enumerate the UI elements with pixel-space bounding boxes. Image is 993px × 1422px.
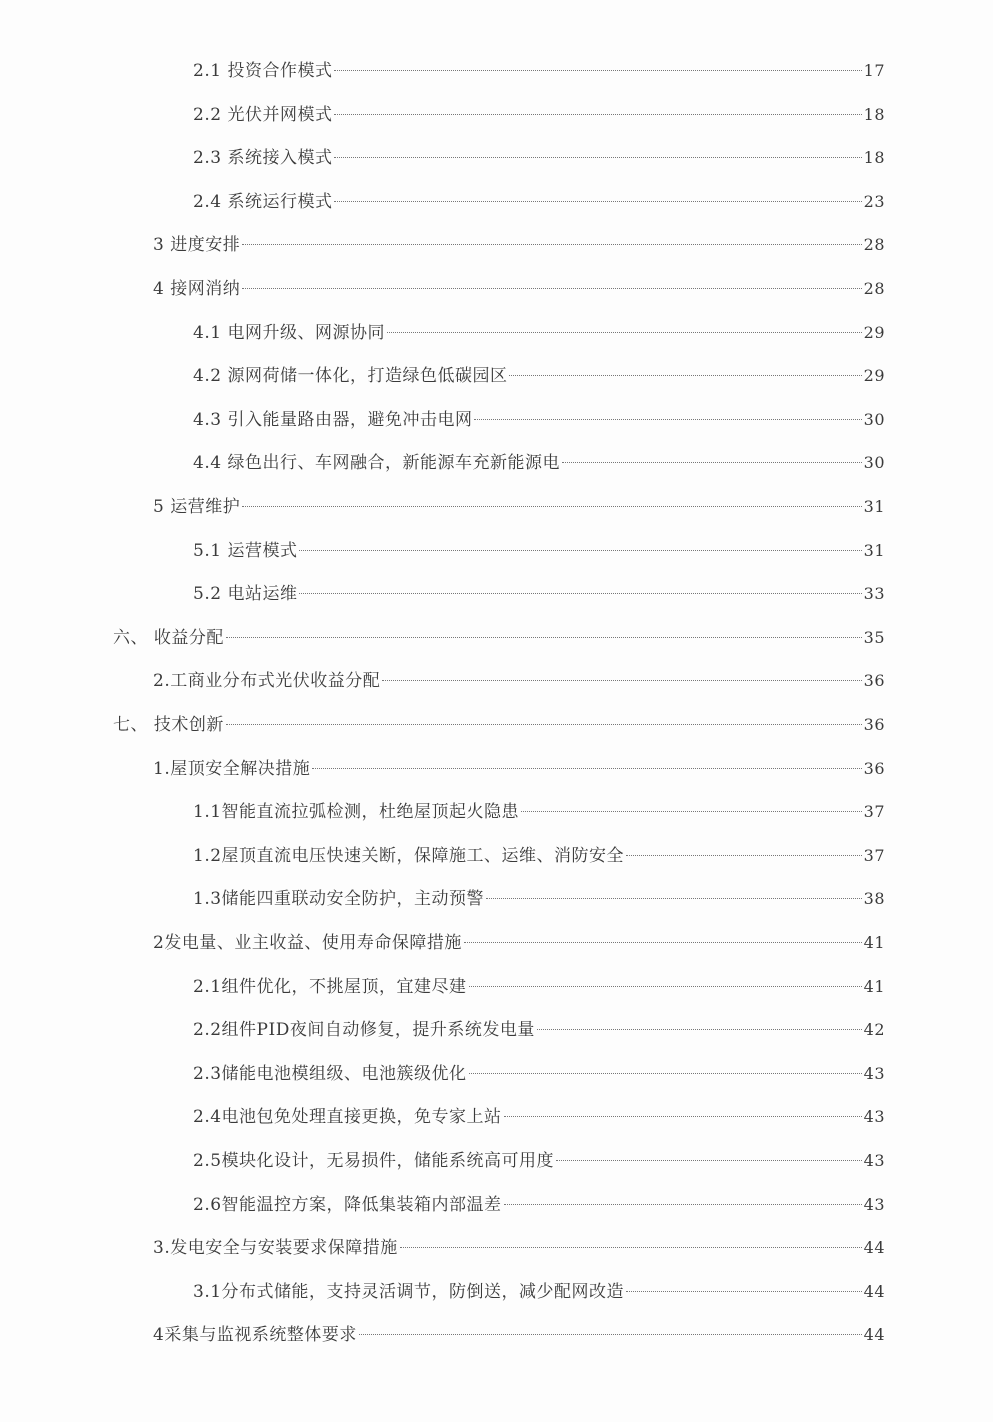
toc-entry-title: 4.3 引入能量路由器，避免冲击电网 [193, 409, 473, 430]
toc-entry-title: 4采集与监视系统整体要求 [153, 1325, 357, 1346]
toc-dot-leader [474, 419, 861, 420]
toc-entry[interactable] [193, 405, 885, 435]
toc-dot-leader [504, 1204, 862, 1205]
toc-dot-leader [334, 114, 861, 115]
toc-entry-page-number: 30 [863, 453, 885, 473]
toc-entry-page-number: 30 [863, 409, 885, 429]
toc-entry[interactable] [113, 623, 885, 653]
toc-entry[interactable] [193, 318, 885, 348]
toc-entry-page-number: 18 [863, 104, 885, 124]
toc-entry[interactable] [153, 754, 885, 784]
toc-entry-page-number: 28 [863, 279, 885, 298]
toc-entry-title: 六、 收益分配 [113, 627, 224, 648]
toc-entry-page-number: 36 [863, 671, 885, 691]
toc-dot-leader [242, 244, 861, 245]
toc-entry-page-number: 44 [863, 1325, 885, 1345]
toc-entry-title: 七、 技术创新 [113, 715, 224, 735]
toc-entry-title: 4.2 源网荷储一体化，打造绿色低碳园区 [193, 366, 508, 387]
toc-entry-title: 1.1智能直流拉弧检测，杜绝屋顶起火隐患 [193, 802, 520, 823]
toc-entry-page-number: 43 [863, 1063, 885, 1083]
toc-entry-page-number: 28 [863, 235, 885, 255]
toc-dot-leader [334, 201, 861, 202]
toc-entry-title: 3.发电安全与安装要求保障措施 [153, 1238, 398, 1259]
toc-dot-leader [226, 724, 862, 725]
toc-entry-title: 2.4电池包免处理直接更换，免专家上站 [193, 1107, 502, 1128]
toc-dot-leader [299, 550, 861, 551]
toc-entry-title: 2.3储能电池模组级、电池簇级优化 [193, 1063, 467, 1084]
toc-dot-leader [334, 70, 861, 71]
toc-dot-leader [521, 811, 862, 812]
toc-entry-title: 2.5模块化设计，无易损件，储能系统高可用度 [193, 1151, 555, 1171]
toc-dot-leader [312, 768, 861, 769]
toc-dot-leader [562, 462, 862, 463]
toc-dot-leader [469, 986, 862, 987]
toc-entry[interactable] [193, 1059, 885, 1089]
toc-entry[interactable] [153, 274, 885, 304]
toc-entry-page-number: 36 [863, 758, 885, 778]
toc-entry-page-number: 37 [863, 845, 885, 865]
toc-entry[interactable] [153, 1233, 885, 1263]
toc-entry-page-number: 23 [863, 191, 885, 211]
toc-dot-leader [359, 1334, 862, 1335]
toc-dot-leader [242, 288, 861, 289]
toc-entry-page-number: 43 [863, 1107, 885, 1127]
toc-entry[interactable] [193, 187, 885, 217]
toc-entry-page-number: 41 [863, 933, 885, 952]
toc-entry[interactable] [193, 56, 885, 86]
toc-entry[interactable] [193, 361, 885, 391]
toc-entry-page-number: 31 [863, 540, 885, 560]
toc-entry-page-number: 17 [863, 61, 885, 80]
toc-entry-title: 2.1 投资合作模式 [193, 61, 333, 81]
toc-entry-page-number: 29 [863, 366, 885, 386]
toc-dot-leader [504, 1116, 862, 1117]
toc-entry-title: 2.4 系统运行模式 [193, 191, 333, 212]
toc-entry-title: 2.2 光伏并网模式 [193, 104, 333, 125]
toc-entry-page-number: 37 [863, 802, 885, 822]
toc-entry[interactable] [193, 448, 885, 478]
toc-dot-leader [469, 1073, 862, 1074]
toc-dot-leader [556, 1160, 862, 1161]
toc-entry[interactable] [193, 1277, 885, 1307]
toc-entry-page-number: 43 [863, 1151, 885, 1170]
toc-entry[interactable] [153, 666, 885, 696]
toc-dot-leader [382, 680, 861, 681]
toc-entry[interactable] [193, 1146, 885, 1176]
toc-entry[interactable] [153, 492, 885, 522]
toc-entry[interactable] [193, 536, 885, 566]
toc-entry-page-number: 41 [863, 976, 885, 996]
toc-entry-title: 1.屋顶安全解决措施 [153, 758, 311, 779]
toc-entry-title: 5.1 运营模式 [193, 540, 298, 561]
toc-entry[interactable] [193, 841, 885, 871]
toc-dot-leader [400, 1247, 862, 1248]
toc-entry-title: 2.6智能温控方案，降低集装箱内部温差 [193, 1194, 502, 1215]
toc-entry-title: 3 进度安排 [153, 235, 241, 256]
toc-dot-leader [486, 898, 862, 899]
toc-entry-title: 5.2 电站运维 [193, 584, 298, 605]
toc-entry[interactable] [193, 143, 885, 173]
toc-entry[interactable] [193, 579, 885, 609]
toc-dot-leader [626, 855, 862, 856]
toc-entry-title: 2发电量、业主收益、使用寿命保障措施 [153, 933, 462, 953]
toc-dot-leader [334, 157, 861, 158]
toc-entry[interactable] [193, 797, 885, 827]
toc-entry-page-number: 38 [863, 889, 885, 909]
toc-entry[interactable] [193, 100, 885, 130]
toc-entry[interactable] [153, 928, 885, 958]
toc-entry[interactable] [193, 1190, 885, 1220]
toc-entry-page-number: 29 [863, 322, 885, 342]
toc-entry[interactable] [193, 884, 885, 914]
toc-dot-leader [387, 332, 862, 333]
toc-entry-title: 3.1分布式储能，支持灵活调节，防倒送，减少配网改造 [193, 1281, 625, 1302]
toc-entry-title: 4.4 绿色出行、车网融合，新能源车充新能源电 [193, 453, 560, 474]
toc-entry-title: 2.1组件优化，不挑屋顶，宜建尽建 [193, 976, 467, 997]
toc-entry[interactable] [193, 972, 885, 1002]
toc-entry[interactable] [153, 1320, 885, 1350]
toc-entry-title: 5 运营维护 [153, 497, 241, 517]
toc-entry-page-number: 18 [863, 148, 885, 168]
toc-dot-leader [242, 506, 861, 507]
toc-dot-leader [299, 593, 861, 594]
toc-entry[interactable] [193, 1015, 885, 1045]
toc-entry-title: 2.3 系统接入模式 [193, 148, 333, 169]
toc-entry[interactable] [153, 230, 885, 260]
toc-entry-page-number: 44 [863, 1281, 885, 1301]
toc-dot-leader [537, 1029, 862, 1030]
toc-entry-page-number: 43 [863, 1194, 885, 1214]
toc-entry-page-number: 44 [863, 1238, 885, 1258]
toc-entry-title: 1.2屋顶直流电压快速关断，保障施工、运维、消防安全 [193, 845, 625, 866]
toc-entry-title: 4 接网消纳 [153, 279, 241, 299]
toc-dot-leader [626, 1291, 862, 1292]
toc-entry-page-number: 35 [863, 627, 885, 647]
toc-dot-leader [464, 942, 862, 943]
toc-entry-page-number: 33 [863, 584, 885, 604]
toc-entry[interactable] [113, 710, 885, 740]
toc-entry-title: 2.工商业分布式光伏收益分配 [153, 671, 381, 692]
toc-entry-title: 1.3储能四重联动安全防护，主动预警 [193, 889, 485, 910]
toc-entry[interactable] [193, 1102, 885, 1132]
toc-entry-page-number: 36 [863, 715, 885, 734]
toc-dot-leader [509, 375, 861, 376]
toc-entry-page-number: 31 [863, 497, 885, 516]
toc-entry-title: 2.2组件PID夜间自动修复，提升系统发电量 [193, 1020, 535, 1041]
toc-dot-leader [226, 637, 862, 638]
toc-entry-title: 4.1 电网升级、网源协同 [193, 322, 385, 343]
toc-entry-page-number: 42 [863, 1020, 885, 1040]
